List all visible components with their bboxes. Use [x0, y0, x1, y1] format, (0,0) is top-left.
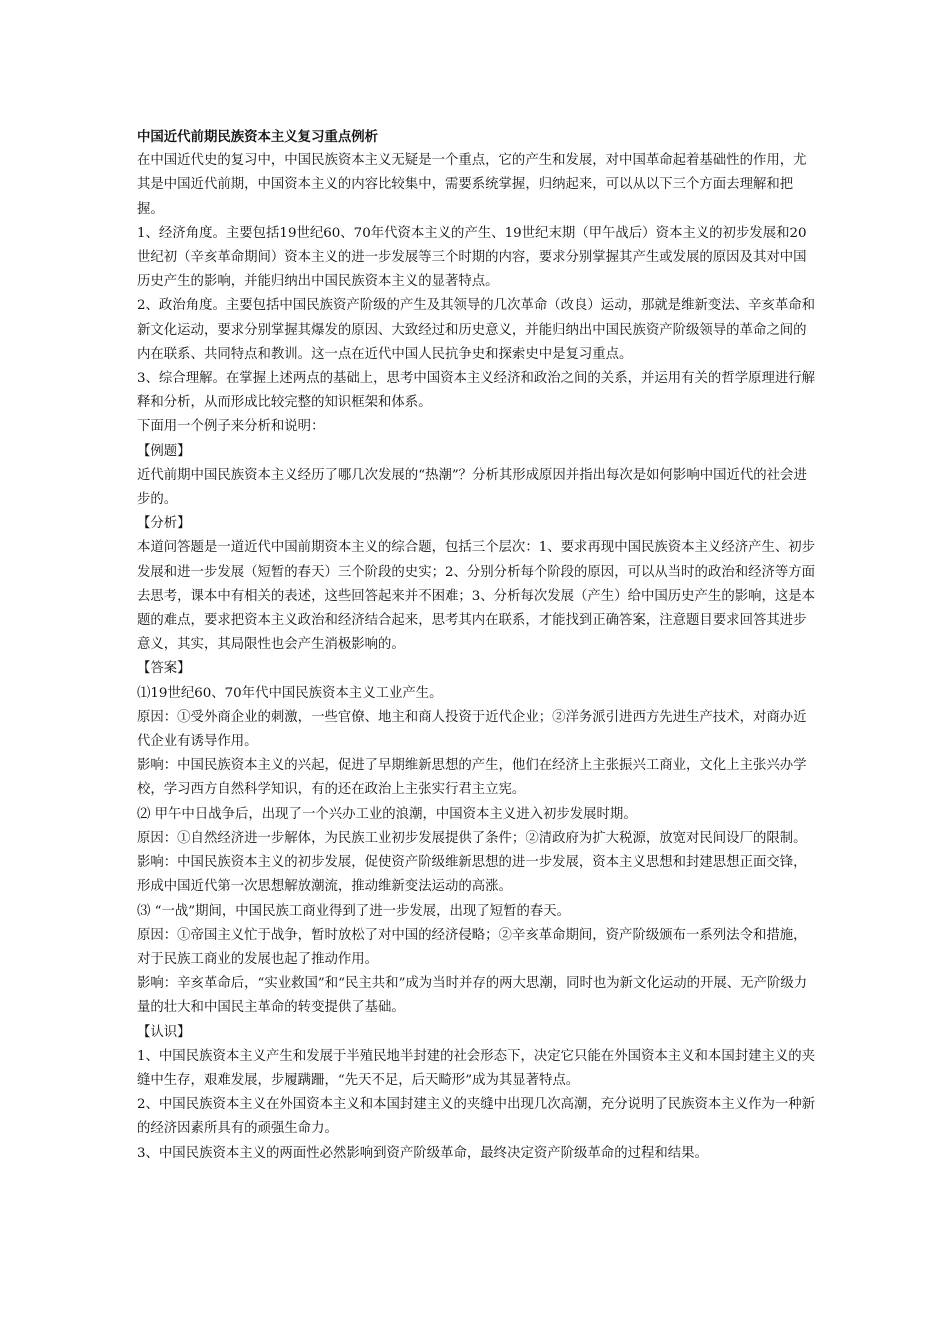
point-comprehensive: 3、综合理解。在掌握上述两点的基础上，思考中国资本主义经济和政治之间的关系，并运用有关的哲学原理进行解释和分析，从而形成比较完整的知识框架和体系。 — [137, 371, 816, 411]
example-text: 近代前期中国民族资本主义经历了哪几次发展的“热潮”？分析其形成原因并指出每次是如何影响中国近代的社会进步的。 — [137, 467, 807, 508]
answer-heading: ⑵ 甲午中日战争后，出现了一个兴办工业的浪潮，中国资本主义进入初步发展时期。 — [137, 806, 637, 822]
lead-in-text: 下面用一个例子来分析和说明： — [137, 419, 325, 435]
answer-impact: 影响：中国民族资本主义的初步发展，促使资产阶级维新思想的进一步发展，资本主义思想和封建思想正面交锋，形成中国近代第一次思想解放潮流，推动维新变法运动的高涨。 — [137, 855, 807, 895]
answer-cause: 原因：①帝国主义忙于战争，暂时放松了对中国的经济侵略；②辛亥革命期间，资产阶级颁布一系列法令和措施，对于民族工商业的发展也起了推动作用。 — [137, 927, 807, 967]
intro-paragraph: 在中国近代史的复习中，中国民族资本主义无疑是一个重点，它的产生和发展，对中国革命起着基础性的作用，尤其是中国近代前期，中国资本主义的内容比较集中，需要系统掌握，归纳起来，可以从以下三个方面去理解和把握。 — [137, 153, 807, 217]
document-page — [137, 125, 817, 1166]
answer-impact: 影响：中国民族资本主义的兴起，促进了早期维新思想的产生，他们在经济上主张振兴工商业，文化上主张兴办学校，学习西方自然科学知识，有的还在政治上主张实行君主立宪。 — [137, 758, 807, 798]
insight-label: 【认识】 — [137, 1024, 191, 1040]
analysis-label: 【分析】 — [137, 516, 191, 532]
answer-cause: 原因：①自然经济进一步解体，为民族工业初步发展提供了条件；②清政府为扩大税源，放宽对民间设厂的限制。 — [137, 830, 807, 846]
insight-item: 3、中国民族资本主义的两面性必然影响到资产阶级革命，最终决定资产阶级革命的过程和结果。 — [137, 1145, 708, 1161]
answer-label: 【答案】 — [137, 661, 191, 677]
insight-item: 2、中国民族资本主义在外国资本主义和本国封建主义的夹缝中出现几次高潮，充分说明了民族资本主义作为一种新的经济因素所具有的顽强生命力。 — [137, 1097, 816, 1137]
point-political: 2、政治角度。主要包括中国民族资产阶级的产生及其领导的几次革命（改良）运动，那就是维新变法、辛亥革命和新文化运动，要求分别掌握其爆发的原因、大致经过和历史意义，并能归纳出中国民族资产阶级领导的革命之间的内在联系、共同特点和教训。这一点在近代中国人民抗争史和探索史中是复习重点。 — [137, 298, 816, 362]
insight-item: 1、中国民族资本主义产生和发展于半殖民地半封建的社会形态下，决定它只能在外国资本主义和本国封建主义的夹缝中生存，艰难发展，步履蹒跚，“先天不足，后天畸形”成为其显著特点。 — [137, 1048, 816, 1088]
answer-cause: 原因：①受外商企业的刺激，一些官僚、地主和商人投资于近代企业；②洋务派引进西方先进生产技术，对商办近代企业有诱导作用。 — [137, 709, 807, 750]
point-economic: 1、经济角度。主要包括19世纪60、70年代资本主义的产生、19世纪末期（甲午战后）资本主义的初步发展和20世纪初（辛亥革命期间）资本主义的进一步发展等三个时期的内容，要求分别掌握其产生或发展的原因及其对中国历史产生的影响，并能归纳出中国民族资本主义的显著特点。 — [137, 225, 807, 290]
analysis-text: 本道问答题是一道近代中国前期资本主义的综合题，包括三个层次：1、要求再现中国民族资本主义经济产生、初步发展和进一步发展（短暂的春天）三个阶段的史实；2、分别分析每个阶段的原因，可以从当时的政治和经济等方面去思考，课本中有相关的表述，这些回答起来并不困难；3、分析每次发展（产生）给中国历史产生的影响，这是本题的难点，要求把资本主义政治和经济结合起来，思考其内在联系，才能找到正确答案，注意题目要求回答其进步意义，其实，其局限性也会产生消极影响的。 — [137, 540, 816, 653]
answer-heading: ⑴19世纪60、70年代中国民族资本主义工业产生。 — [137, 685, 443, 701]
answer-heading: ⑶ “一战”期间，中国民族工商业得到了进一步发展，出现了短暂的春天。 — [137, 903, 571, 919]
document-title: 中国近代前期民族资本主义复习重点例析 — [137, 129, 379, 145]
example-label: 【例题】 — [137, 443, 191, 459]
answer-impact: 影响：辛亥革命后，“实业救国”和“民主共和”成为当时并存的两大思潮，同时也为新文化运动的开展、无产阶级力量的壮大和中国民主革命的转变提供了基础。 — [137, 976, 808, 1016]
